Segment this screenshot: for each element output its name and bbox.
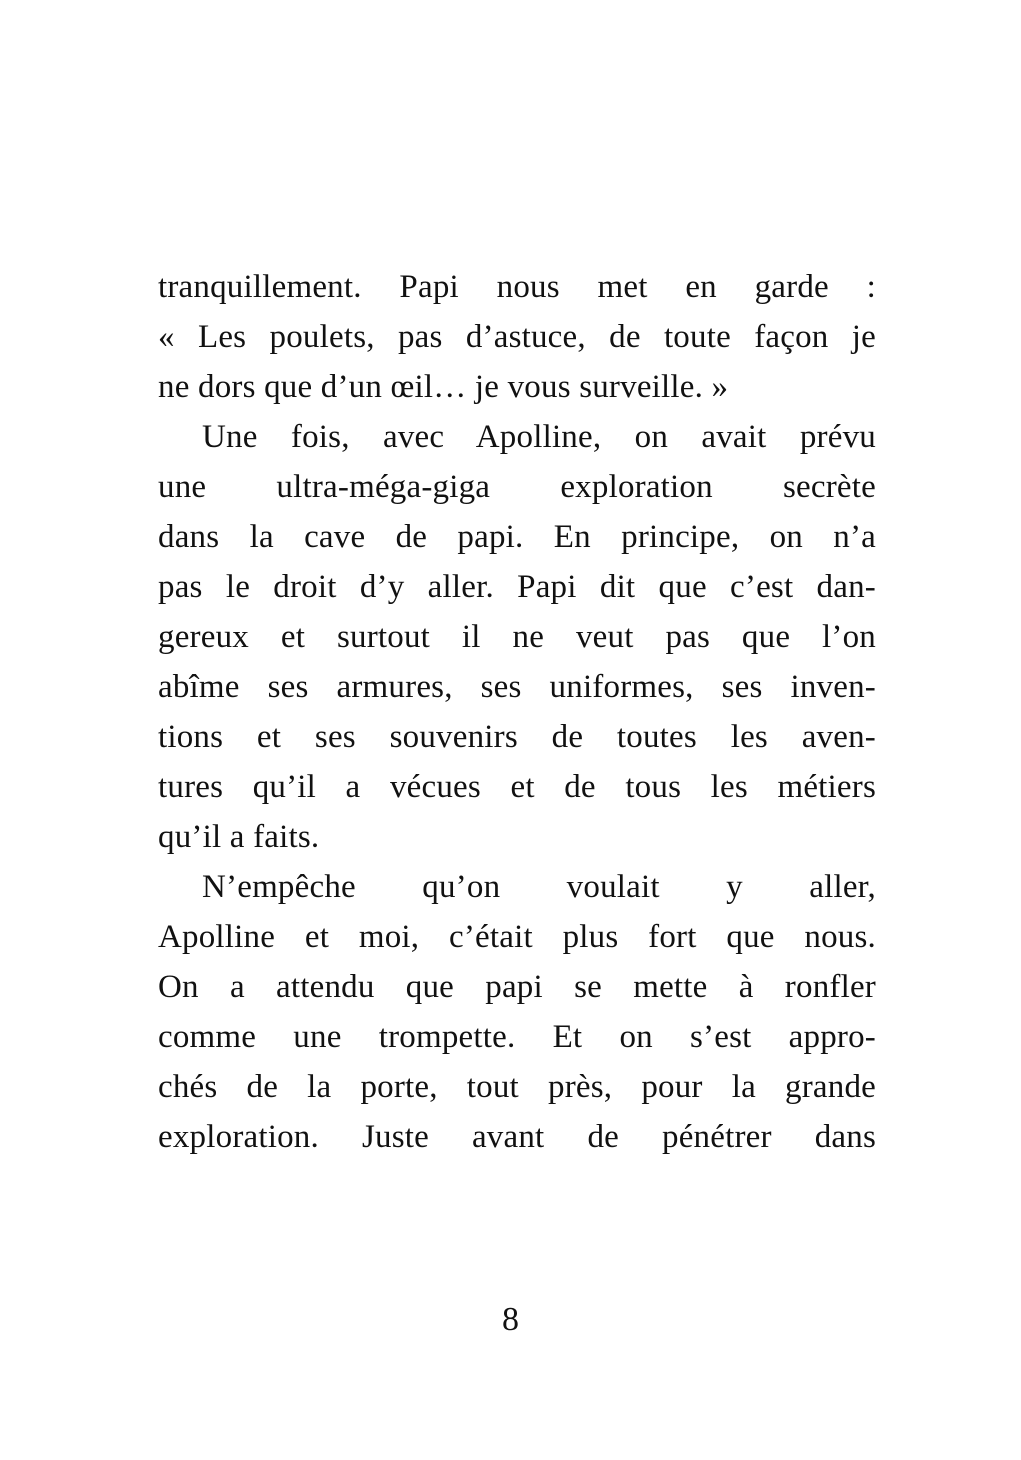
text-line: N’empêche qu’on voulait y aller,: [202, 869, 876, 905]
paragraph: [158, 412, 876, 862]
text-line: Une fois, avec Apolline, on avait prévu: [202, 419, 876, 455]
text-line: gereux et surtout il ne veut pas que l’on: [158, 619, 876, 655]
text-line: ne dors que d’un œil… je vous surveille. »: [158, 369, 729, 405]
text-line: « Les poulets, pas d’astuce, de toute façon je: [158, 319, 876, 355]
text-line: chés de la porte, tout près, pour la grande: [158, 1069, 876, 1105]
text-line: On a attendu que papi se mette à ronfler: [158, 969, 876, 1005]
text-line: Apolline et moi, c’était plus fort que nous.: [158, 919, 876, 955]
text-line: exploration. Juste avant de pénétrer dans: [158, 1119, 876, 1155]
text-line: tions et ses souvenirs de toutes les aven-: [158, 719, 876, 755]
text-line: tures qu’il a vécues et de tous les métiers: [158, 769, 876, 805]
text-line: tranquillement. Papi nous met en garde :: [158, 269, 876, 305]
text-line: dans la cave de papi. En principe, on n’a: [158, 519, 876, 555]
text-line: pas le droit d’y aller. Papi dit que c’est dan-: [158, 569, 876, 605]
paragraph: [158, 262, 876, 412]
text-line: une ultra-méga-giga exploration secrète: [158, 469, 876, 505]
body-text: [158, 262, 876, 1162]
text-line: abîme ses armures, ses uniformes, ses inven-: [158, 669, 876, 705]
page-number: 8: [502, 1301, 519, 1338]
paragraph: [158, 862, 876, 1162]
text-line: comme une trompette. Et on s’est appro-: [158, 1019, 876, 1055]
text-line: qu’il a faits.: [158, 819, 320, 855]
